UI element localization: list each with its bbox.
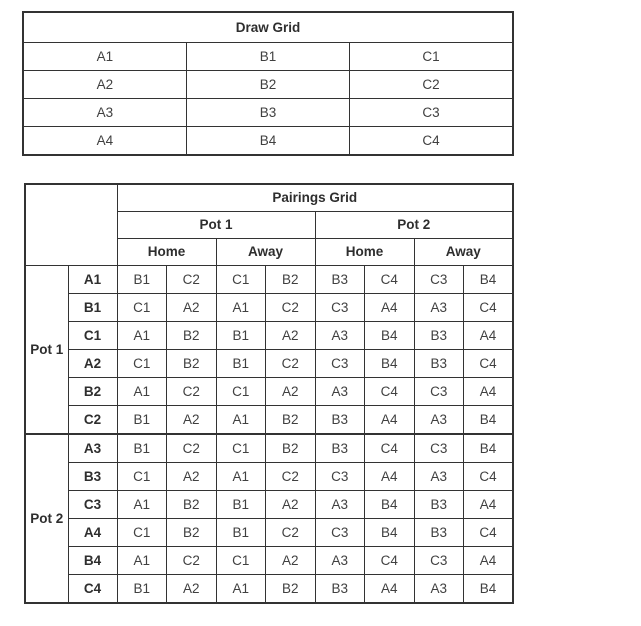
pairings-grid-body [25, 266, 513, 604]
pairing-cell: A1 [117, 322, 167, 350]
team-label: C2 [68, 406, 117, 435]
pairing-cell: C1 [216, 378, 266, 406]
pairing-cell: B3 [414, 322, 464, 350]
pairing-cell: A3 [414, 294, 464, 322]
pairing-cell: A1 [216, 294, 266, 322]
pairing-cell: C4 [365, 266, 415, 294]
pairing-cell: C2 [266, 294, 316, 322]
pairing-cell: C1 [117, 463, 167, 491]
pairing-cell: B2 [266, 406, 316, 435]
pairing-row [25, 434, 513, 463]
team-label: B1 [68, 294, 117, 322]
pairing-cell: C2 [266, 463, 316, 491]
pairing-cell: C3 [414, 547, 464, 575]
pairing-cell: A4 [464, 491, 514, 519]
pairing-row [25, 350, 513, 378]
pairing-cell: B3 [414, 519, 464, 547]
pairing-cell: B2 [167, 491, 217, 519]
pairing-cell: A2 [167, 463, 217, 491]
pairing-cell: B1 [117, 406, 167, 435]
pairing-cell: B2 [266, 266, 316, 294]
pairing-cell: B4 [365, 322, 415, 350]
pairing-row [25, 406, 513, 435]
pairing-cell: C3 [315, 350, 365, 378]
draw-cell: B3 [186, 99, 349, 127]
pairing-cell: C1 [117, 519, 167, 547]
pairing-cell: B1 [216, 350, 266, 378]
pairing-cell: A4 [365, 406, 415, 435]
pairing-cell: B2 [266, 575, 316, 604]
pairings-grid-table [24, 183, 514, 604]
pairing-row [25, 378, 513, 406]
pairing-row [25, 519, 513, 547]
pairing-row [25, 575, 513, 604]
draw-grid-table [22, 11, 514, 156]
draw-cell: C3 [350, 99, 513, 127]
pairing-cell: C4 [464, 350, 514, 378]
pairing-cell: A1 [216, 463, 266, 491]
pairing-cell: A3 [315, 547, 365, 575]
draw-cell: A1 [23, 43, 186, 71]
pairing-cell: B2 [167, 350, 217, 378]
pairing-cell: B3 [315, 434, 365, 463]
pairing-cell: C1 [216, 547, 266, 575]
pairing-cell: A3 [414, 575, 464, 604]
draw-cell: C4 [350, 127, 513, 156]
pairing-cell: C4 [464, 294, 514, 322]
draw-cell: A4 [23, 127, 186, 156]
draw-grid-header-row [23, 12, 513, 43]
pairing-cell: A2 [266, 547, 316, 575]
pairings-grid-title: Pairings Grid [117, 184, 513, 212]
draw-row [23, 43, 513, 71]
pairing-cell: B3 [414, 491, 464, 519]
pairing-cell: B4 [365, 350, 415, 378]
pairing-cell: B3 [315, 406, 365, 435]
pot1-header: Pot 1 [117, 212, 315, 239]
pairing-row [25, 294, 513, 322]
pairing-cell: C4 [464, 519, 514, 547]
pairing-cell: A1 [216, 406, 266, 435]
pairing-cell: A4 [464, 322, 514, 350]
pot1-home-header: Home [117, 239, 216, 266]
pairing-row [25, 547, 513, 575]
pairing-cell: A1 [117, 378, 167, 406]
pairing-cell: A4 [365, 294, 415, 322]
pairing-cell: B1 [117, 266, 167, 294]
pairing-cell: B4 [365, 519, 415, 547]
pairing-cell: A3 [315, 491, 365, 519]
pairing-cell: A3 [414, 463, 464, 491]
pairing-cell: C4 [365, 378, 415, 406]
pairing-cell: A2 [167, 406, 217, 435]
pairing-cell: A4 [464, 378, 514, 406]
pairing-cell: B3 [315, 266, 365, 294]
pairing-cell: A1 [216, 575, 266, 604]
pairings-title-row [25, 184, 513, 212]
pairings-corner-cell [25, 184, 117, 266]
pot2-home-header: Home [315, 239, 414, 266]
pairing-cell: C3 [315, 519, 365, 547]
pairing-cell: C3 [315, 463, 365, 491]
pairing-cell: C4 [365, 434, 415, 463]
draw-cell: A2 [23, 71, 186, 99]
pairing-cell: B1 [117, 434, 167, 463]
pot1-away-header: Away [216, 239, 315, 266]
team-label: A2 [68, 350, 117, 378]
draw-grid-title: Draw Grid [23, 12, 513, 43]
draw-cell: C1 [350, 43, 513, 71]
pairing-cell: A2 [266, 491, 316, 519]
pairing-cell: A4 [365, 463, 415, 491]
pairing-row [25, 322, 513, 350]
pairing-cell: B4 [464, 434, 514, 463]
pairing-cell: A4 [365, 575, 415, 604]
team-label: A3 [68, 434, 117, 463]
pairing-cell: C2 [266, 350, 316, 378]
pairing-cell: B1 [117, 575, 167, 604]
pairing-cell: B2 [266, 434, 316, 463]
draw-cell: A3 [23, 99, 186, 127]
team-label: A4 [68, 519, 117, 547]
pairing-cell: A2 [266, 378, 316, 406]
pairing-cell: B4 [464, 266, 514, 294]
pairing-cell: C2 [266, 519, 316, 547]
team-label: C3 [68, 491, 117, 519]
pairing-cell: B1 [216, 322, 266, 350]
draw-row [23, 99, 513, 127]
pairing-cell: C2 [167, 434, 217, 463]
team-label: C1 [68, 322, 117, 350]
pairing-cell: B2 [167, 322, 217, 350]
pairing-cell: C4 [464, 463, 514, 491]
pairing-cell: B3 [315, 575, 365, 604]
draw-cell: B1 [186, 43, 349, 71]
pairing-row [25, 463, 513, 491]
pot2-away-header: Away [414, 239, 513, 266]
pairing-cell: A2 [266, 322, 316, 350]
pairing-cell: C4 [365, 547, 415, 575]
pairing-row [25, 491, 513, 519]
team-label: B2 [68, 378, 117, 406]
pairing-cell: C1 [117, 294, 167, 322]
pairing-cell: C1 [216, 266, 266, 294]
team-label: B4 [68, 547, 117, 575]
pairing-cell: B1 [216, 519, 266, 547]
pairing-cell: C2 [167, 266, 217, 294]
pairing-cell: A2 [167, 575, 217, 604]
pairing-cell: C3 [414, 266, 464, 294]
pairing-cell: C1 [216, 434, 266, 463]
pairing-cell: C2 [167, 547, 217, 575]
draw-cell: C2 [350, 71, 513, 99]
pairing-cell: A3 [315, 322, 365, 350]
pairing-cell: C1 [117, 350, 167, 378]
pairing-cell: B2 [167, 519, 217, 547]
pairing-cell: C3 [315, 294, 365, 322]
team-label: C4 [68, 575, 117, 604]
draw-row [23, 127, 513, 156]
draw-cell: B2 [186, 71, 349, 99]
pairing-cell: A3 [414, 406, 464, 435]
team-label: A1 [68, 266, 117, 294]
pairing-cell: B4 [365, 491, 415, 519]
pairing-cell: B4 [464, 575, 514, 604]
pairing-cell: A2 [167, 294, 217, 322]
pairing-cell: B3 [414, 350, 464, 378]
pot-label: Pot 2 [25, 434, 68, 603]
pot2-header: Pot 2 [315, 212, 513, 239]
pairing-cell: B1 [216, 491, 266, 519]
pairing-row [25, 266, 513, 294]
pairing-cell: A1 [117, 491, 167, 519]
pairing-cell: B4 [464, 406, 514, 435]
pairing-cell: A3 [315, 378, 365, 406]
draw-row [23, 71, 513, 99]
pairing-cell: C3 [414, 434, 464, 463]
draw-grid-body [23, 43, 513, 156]
pairing-cell: C3 [414, 378, 464, 406]
pairing-cell: A1 [117, 547, 167, 575]
pairing-cell: A4 [464, 547, 514, 575]
pairing-cell: C2 [167, 378, 217, 406]
team-label: B3 [68, 463, 117, 491]
pot-label: Pot 1 [25, 266, 68, 435]
draw-cell: B4 [186, 127, 349, 156]
